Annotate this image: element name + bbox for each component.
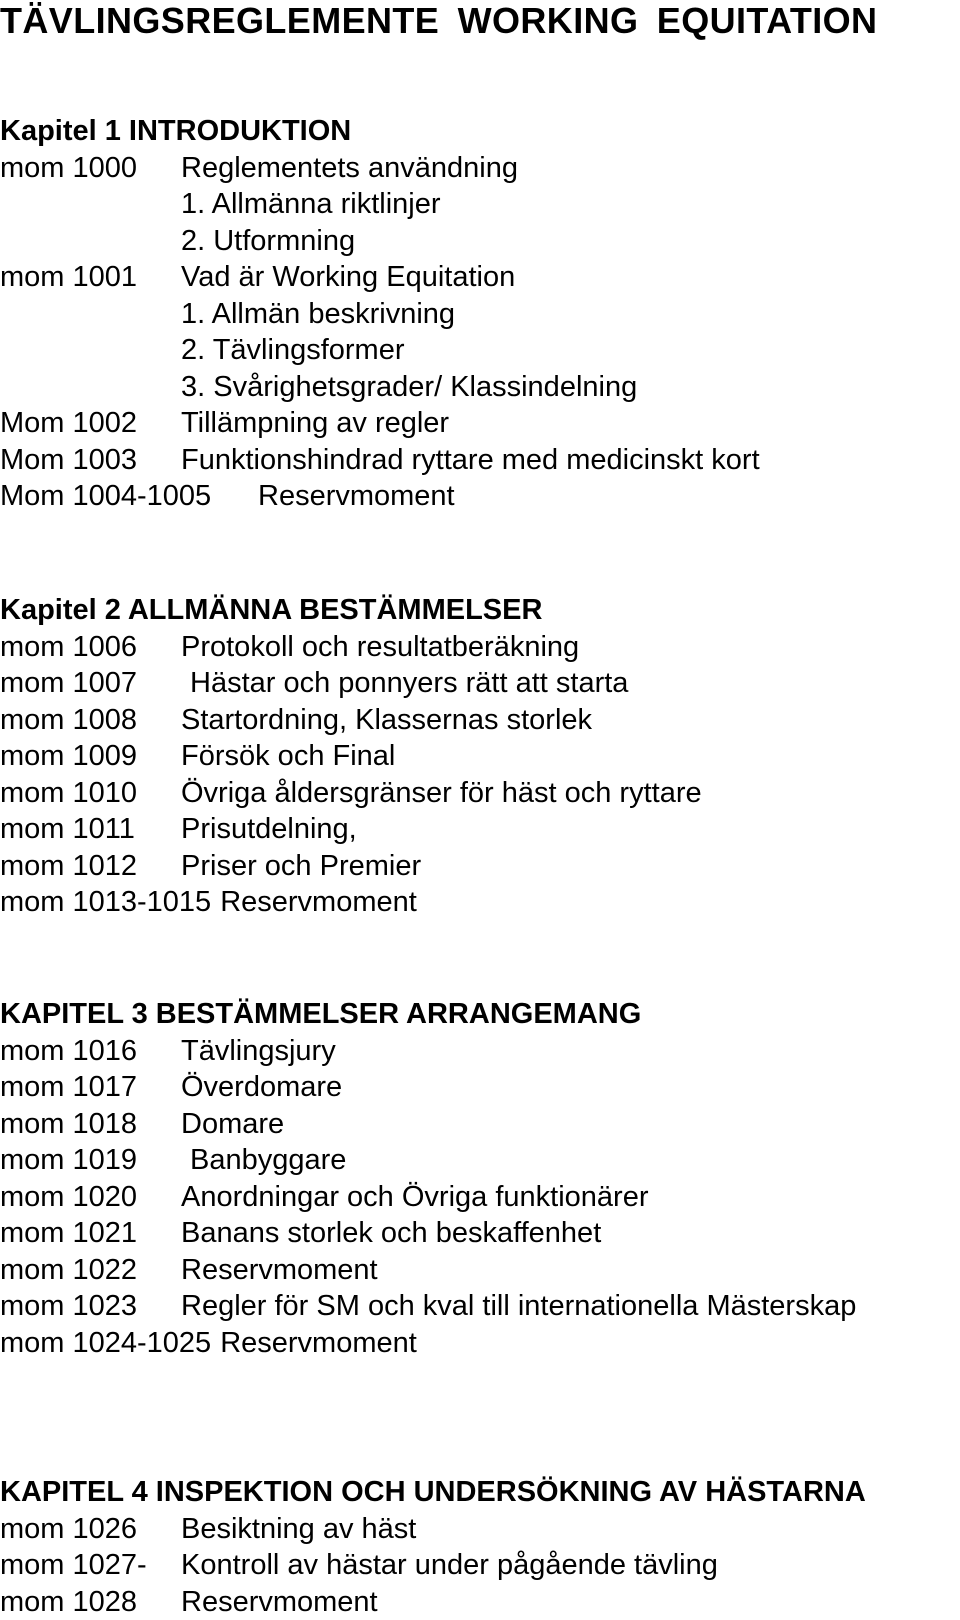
chapter-heading: Kapitel 1 INTRODUKTION bbox=[0, 113, 960, 150]
toc-entry bbox=[0, 1584, 960, 1620]
section-title: Tillämpning av regler bbox=[181, 405, 449, 442]
toc-entry bbox=[0, 478, 960, 515]
section-title: Priser och Premier bbox=[181, 848, 421, 885]
section-number: Mom 1002 bbox=[0, 405, 181, 442]
section-number: mom 1007 bbox=[0, 665, 190, 702]
document-title: TÄVLINGSREGLEMENTE WORKING EQUITATION bbox=[0, 0, 877, 42]
toc-entry bbox=[0, 1142, 960, 1179]
section-number: mom 1017 bbox=[0, 1069, 181, 1106]
subsection-item: 1. Allmänna riktlinjer bbox=[0, 186, 960, 223]
section-title: Reservmoment bbox=[181, 1252, 378, 1289]
section-number: mom 1008 bbox=[0, 702, 181, 739]
toc-entry bbox=[0, 775, 960, 812]
chapter-3 bbox=[0, 996, 960, 1361]
section-number: mom 1013-1015 bbox=[0, 884, 211, 921]
toc-entry bbox=[0, 1069, 960, 1106]
section-number: mom 1019 bbox=[0, 1142, 190, 1179]
section-number: mom 1010 bbox=[0, 775, 181, 812]
section-title: Startordning, Klassernas storlek bbox=[181, 702, 592, 739]
section-title: Protokoll och resultatberäkning bbox=[181, 629, 579, 666]
toc-entry bbox=[0, 405, 960, 442]
subsection-item: 2. Utformning bbox=[0, 223, 960, 260]
section-number: mom 1020 bbox=[0, 1179, 181, 1216]
section-title: Reservmoment bbox=[258, 478, 455, 515]
toc-entry bbox=[0, 738, 960, 775]
chapter-heading: Kapitel 2 ALLMÄNNA BESTÄMMELSER bbox=[0, 592, 960, 629]
section-title: Kontroll av hästar under pågående tävling bbox=[181, 1547, 718, 1584]
chapter-4 bbox=[0, 1474, 960, 1620]
section-number: mom 1027- bbox=[0, 1547, 181, 1584]
subsection-item: 3. Svårighetsgrader/ Klassindelning bbox=[0, 369, 960, 406]
section-number: Mom 1004-1005 bbox=[0, 478, 258, 515]
section-title: Hästar och ponnyers rätt att starta bbox=[190, 665, 628, 702]
toc-entry bbox=[0, 702, 960, 739]
subsection-item: 1. Allmän beskrivning bbox=[0, 296, 960, 333]
section-number: mom 1009 bbox=[0, 738, 181, 775]
section-number: mom 1012 bbox=[0, 848, 181, 885]
section-title: Tävlingsjury bbox=[181, 1033, 336, 1070]
chapter-2 bbox=[0, 592, 960, 921]
section-title: Övriga åldersgränser för häst och ryttare bbox=[181, 775, 702, 812]
section-number: mom 1022 bbox=[0, 1252, 181, 1289]
toc-entry bbox=[0, 1215, 960, 1252]
section-number: mom 1001 bbox=[0, 259, 181, 296]
section-number: mom 1016 bbox=[0, 1033, 181, 1070]
chapter-1 bbox=[0, 113, 960, 515]
section-number: Mom 1003 bbox=[0, 442, 181, 479]
section-title: Reservmoment bbox=[181, 1584, 378, 1620]
section-number: mom 1026 bbox=[0, 1511, 181, 1548]
toc-entry bbox=[0, 811, 960, 848]
section-title: Banbyggare bbox=[190, 1142, 346, 1179]
chapter-heading: KAPITEL 4 INSPEKTION OCH UNDERSÖKNING AV HÄSTARNA bbox=[0, 1474, 960, 1511]
section-title: Besiktning av häst bbox=[181, 1511, 416, 1548]
toc-entry bbox=[0, 1179, 960, 1216]
toc-entry bbox=[0, 884, 960, 921]
section-number: mom 1018 bbox=[0, 1106, 181, 1143]
section-title: Domare bbox=[181, 1106, 284, 1143]
toc-entry bbox=[0, 1033, 960, 1070]
section-title: Funktionshindrad ryttare med medicinskt kort bbox=[181, 442, 760, 479]
section-title: Anordningar och Övriga funktionärer bbox=[181, 1179, 648, 1216]
section-title: Regler för SM och kval till internationella Mästerskap bbox=[181, 1288, 856, 1325]
toc-entry bbox=[0, 259, 960, 296]
toc-entry bbox=[0, 1511, 960, 1548]
section-number: mom 1000 bbox=[0, 150, 181, 187]
toc-entry bbox=[0, 848, 960, 885]
section-title: Överdomare bbox=[181, 1069, 342, 1106]
toc-entry bbox=[0, 629, 960, 666]
toc-entry bbox=[0, 150, 960, 187]
section-title: Reglementets användning bbox=[181, 150, 518, 187]
section-title: Prisutdelning, bbox=[181, 811, 357, 848]
toc-entry bbox=[0, 665, 960, 702]
chapter-heading: KAPITEL 3 BESTÄMMELSER ARRANGEMANG bbox=[0, 996, 960, 1033]
section-title: Försök och Final bbox=[181, 738, 395, 775]
toc-entry bbox=[0, 1106, 960, 1143]
toc-entry bbox=[0, 442, 960, 479]
toc-entry bbox=[0, 1252, 960, 1289]
toc-entry bbox=[0, 1325, 960, 1362]
section-number: mom 1024-1025 bbox=[0, 1325, 211, 1362]
section-number: mom 1006 bbox=[0, 629, 181, 666]
section-title: Reservmoment bbox=[220, 884, 417, 921]
toc-entry bbox=[0, 1547, 960, 1584]
section-number: mom 1021 bbox=[0, 1215, 181, 1252]
section-title: Banans storlek och beskaffenhet bbox=[181, 1215, 601, 1252]
section-number: mom 1028 bbox=[0, 1584, 181, 1620]
section-number: mom 1011 bbox=[0, 811, 181, 848]
section-title: Vad är Working Equitation bbox=[181, 259, 515, 296]
subsection-item: 2. Tävlingsformer bbox=[0, 332, 960, 369]
section-title: Reservmoment bbox=[220, 1325, 417, 1362]
toc-entry bbox=[0, 1288, 960, 1325]
section-number: mom 1023 bbox=[0, 1288, 181, 1325]
